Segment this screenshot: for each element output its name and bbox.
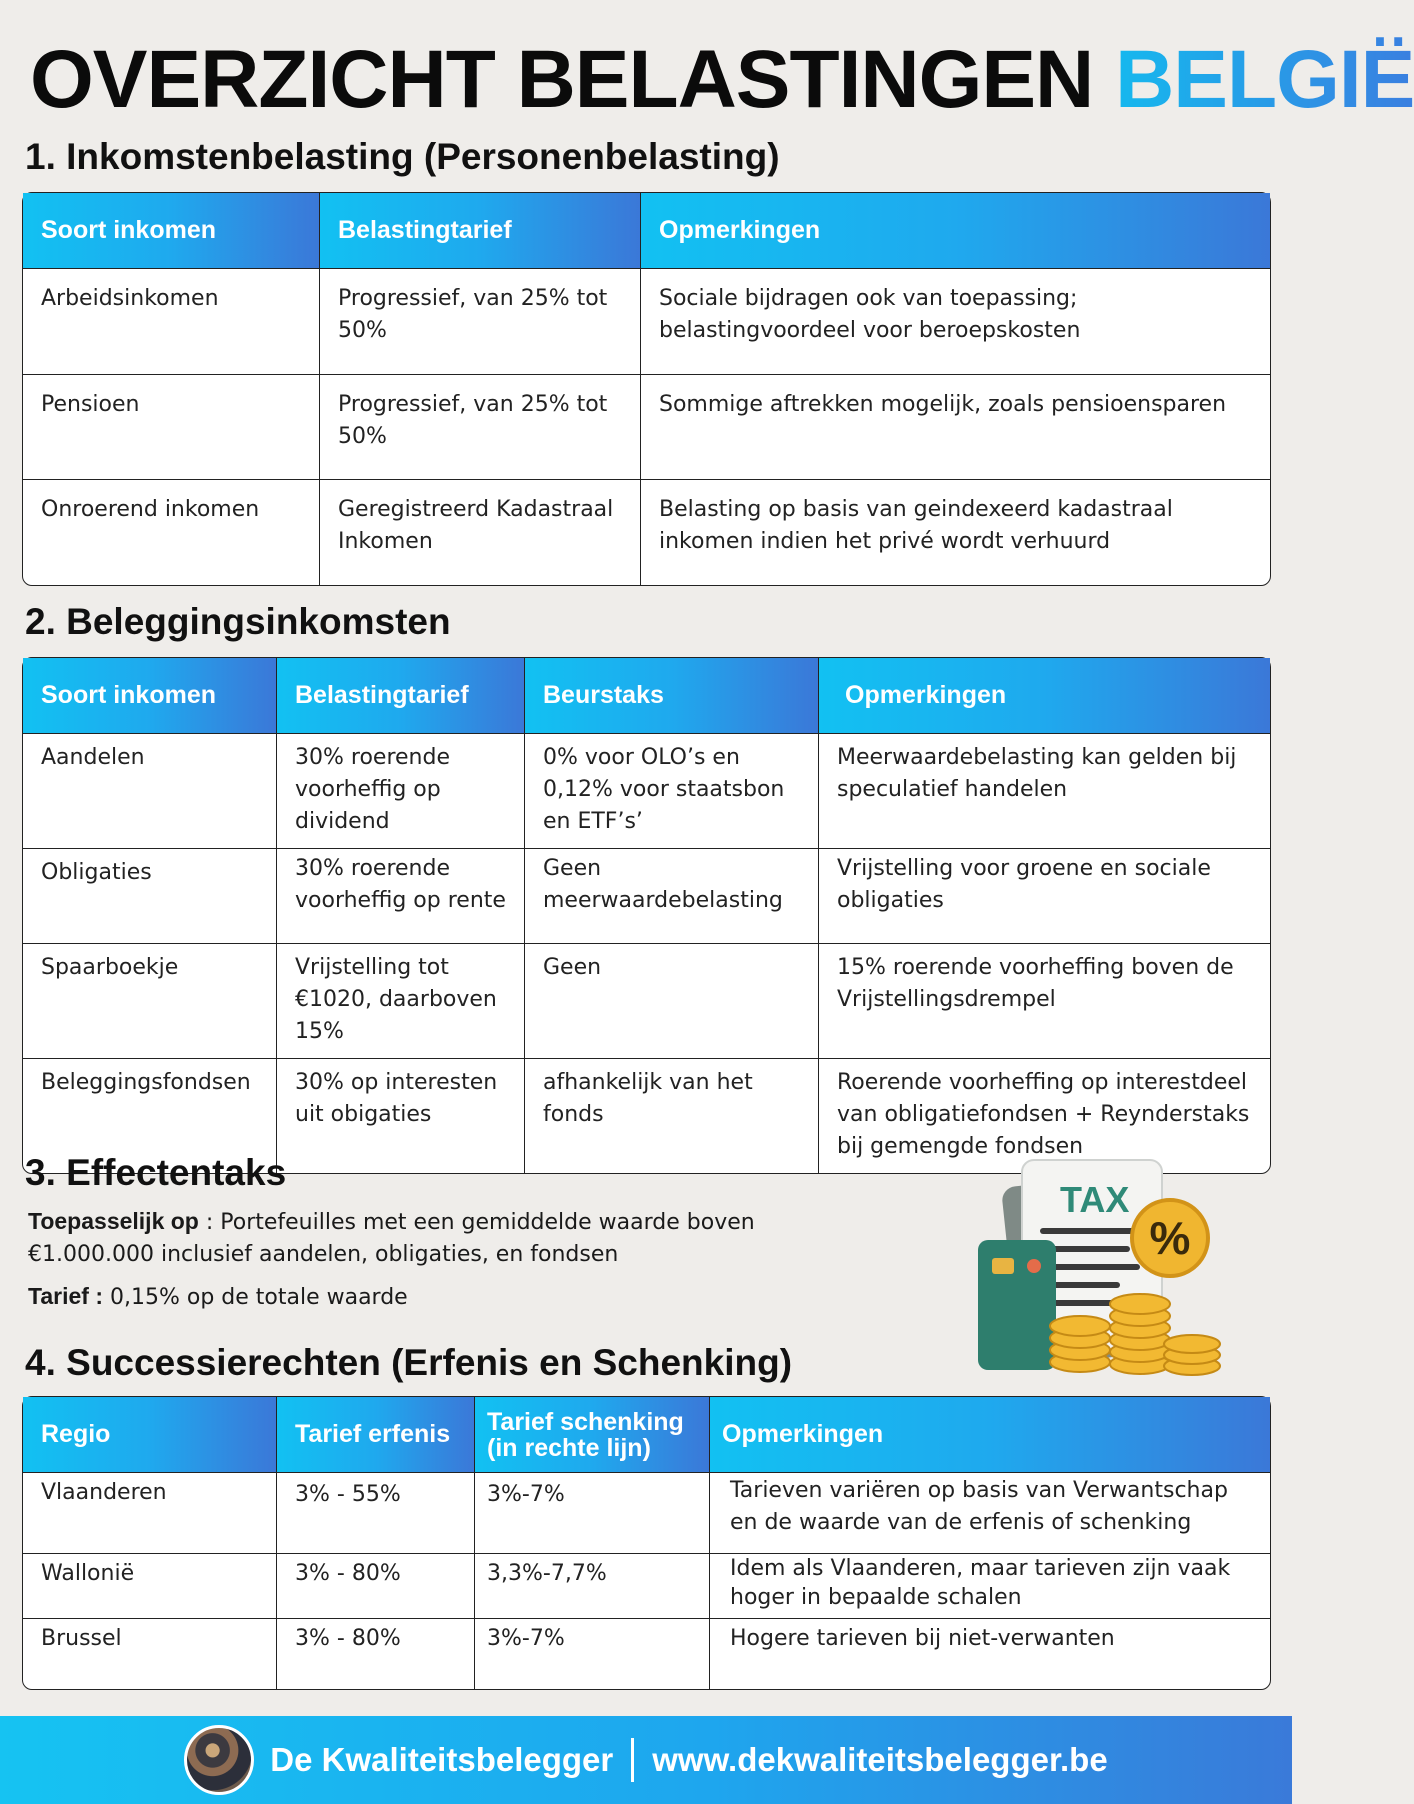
section-3-heading: 3. Effectentaks <box>25 1152 287 1193</box>
table-cell: Tarieven variëren op basis van Verwantschap en de waarde van de erfenis of schenking <box>710 1473 1270 1554</box>
column-header: Tarief schenking (in rechte lijn) <box>475 1397 710 1473</box>
succession-table <box>22 1396 1271 1690</box>
section-4-heading: 4. Successierechten (Erfenis en Schenking) <box>25 1342 793 1383</box>
table-cell: Onroerend inkomen <box>23 480 320 585</box>
column-header: Opmerkingen <box>641 193 1270 269</box>
table-cell: Sociale bijdragen ook van toepassing; belastingvoordeel voor beroepskosten <box>641 269 1270 375</box>
table-cell: Progressief, van 25% tot 50% <box>320 375 641 480</box>
table-cell: Beleggingsfondsen <box>23 1059 277 1173</box>
table-header-row <box>23 193 1270 269</box>
rate-label: Tarief : <box>28 1283 103 1309</box>
table-row <box>23 375 1270 480</box>
table-cell: afhankelijk van het fonds <box>525 1059 819 1173</box>
page-title-accent: BELGIË <box>1115 34 1414 125</box>
table-cell: 3% - 80% <box>277 1554 475 1619</box>
column-header: Beurstaks <box>525 658 819 734</box>
table-cell: Geen meerwaardebelasting <box>525 849 819 944</box>
table-cell: Wallonië <box>23 1554 277 1619</box>
table-cell: 30% op interesten uit obigaties <box>277 1059 525 1173</box>
column-header: Belastingtarief <box>320 193 641 269</box>
rate-text: 0,15% op de totale waarde <box>102 1285 408 1310</box>
table-cell: Aandelen <box>23 734 277 849</box>
table-cell: 30% roerende voorheffig op rente <box>277 849 525 944</box>
column-header: Opmerkingen <box>819 658 1270 734</box>
table-cell: 0% voor OLO’s en 0,12% voor staatsbon en ETF’s’ <box>525 734 819 849</box>
table-row <box>23 480 1270 585</box>
section-2-heading: 2. Beleggingsinkomsten <box>25 601 451 642</box>
table-cell: 3%-7% <box>475 1619 710 1689</box>
footer-url-link[interactable]: www.dekwaliteitsbelegger.be <box>652 1741 1108 1778</box>
table-row <box>23 734 1270 849</box>
table-cell: 30% roerende voorheffig op dividend <box>277 734 525 849</box>
table-header-row <box>23 658 1270 734</box>
table-cell: 3% - 80% <box>277 1619 475 1689</box>
table-cell: Hogere tarieven bij niet-verwanten <box>730 1626 1115 1651</box>
page-title <box>30 30 1414 130</box>
table-cell: Progressief, van 25% tot 50% <box>320 269 641 375</box>
percent-symbol: % <box>1149 1212 1191 1264</box>
applies-text: : Portefeuilles met een gemiddelde waarde boven €1.000.000 inclusief aandelen, obligaties, en fondsen <box>28 1210 755 1267</box>
column-header: Tarief erfenis <box>277 1397 475 1473</box>
page-title-main: OVERZICHT BELASTINGEN <box>30 34 1094 125</box>
table-row <box>23 269 1270 375</box>
table-row <box>23 1473 1270 1554</box>
footer-divider <box>631 1738 634 1782</box>
table-cell: 3,3%-7,7% <box>475 1554 710 1619</box>
column-header: Opmerkingen <box>710 1397 1270 1473</box>
table-cell: Pensioen <box>23 375 320 480</box>
column-header: Soort inkomen <box>23 658 277 734</box>
table-cell: Sommige aftrekken mogelijk, zoals pensioensparen <box>641 375 1270 480</box>
table-cell: 3% - 55% <box>277 1473 475 1554</box>
table-cell: Vlaanderen <box>23 1473 277 1554</box>
tax-label: TAX <box>1060 1179 1130 1220</box>
table-cell: Roerende voorheffing op interestdeel van obligatiefondsen + Reynderstaks bij gemengde fondsen <box>837 1070 1250 1159</box>
table-cell: 15% roerende voorheffing boven de Vrijstellingsdrempel <box>819 944 1270 1059</box>
column-header: Soort inkomen <box>23 193 320 269</box>
table-cell: Arbeidsinkomen <box>23 269 320 375</box>
table-cell: Geregistreerd Kadastraal Inkomen <box>320 480 641 585</box>
table-row <box>23 944 1270 1059</box>
table-cell: Spaarboekje <box>23 944 277 1059</box>
footer-brand: De Kwaliteitsbelegger <box>270 1741 614 1778</box>
table-cell: 3%-7% <box>475 1473 710 1554</box>
table-cell: Brussel <box>23 1619 277 1689</box>
table-row <box>23 1619 1270 1689</box>
table-cell: Belasting op basis van geindexeerd kadastraal inkomen indien het privé wordt verhuurd <box>659 497 1173 554</box>
applies-label: Toepasselijk op <box>28 1208 199 1234</box>
income-tax-table <box>22 192 1271 586</box>
investment-income-table <box>22 657 1271 1174</box>
table-cell: Geen <box>525 944 819 1059</box>
table-row <box>23 1554 1270 1619</box>
table-row <box>23 849 1270 944</box>
table-cell: Vrijstelling tot €1020, daarboven 15% <box>277 944 525 1059</box>
table-cell: Obligaties <box>23 849 277 944</box>
table-cell: Vrijstelling voor groene en sociale obligaties <box>819 849 1270 944</box>
table-cell: Meerwaardebelasting kan gelden bij speculatief handelen <box>819 734 1270 849</box>
avatar <box>184 1725 254 1795</box>
table-header-row <box>23 1397 1270 1473</box>
section-1-heading: 1. Inkomstenbelasting (Personenbelasting) <box>25 136 780 177</box>
column-header: Regio <box>23 1397 277 1473</box>
column-header: Belastingtarief <box>277 658 525 734</box>
table-cell: Idem als Vlaanderen, maar tarieven zijn vaak hoger in bepaalde schalen <box>710 1554 1270 1619</box>
footer-banner <box>0 1716 1292 1804</box>
tax-illustration-icon <box>970 1150 1230 1390</box>
effectentaks-applies <box>28 1205 808 1271</box>
effectentaks-rate <box>28 1280 808 1314</box>
